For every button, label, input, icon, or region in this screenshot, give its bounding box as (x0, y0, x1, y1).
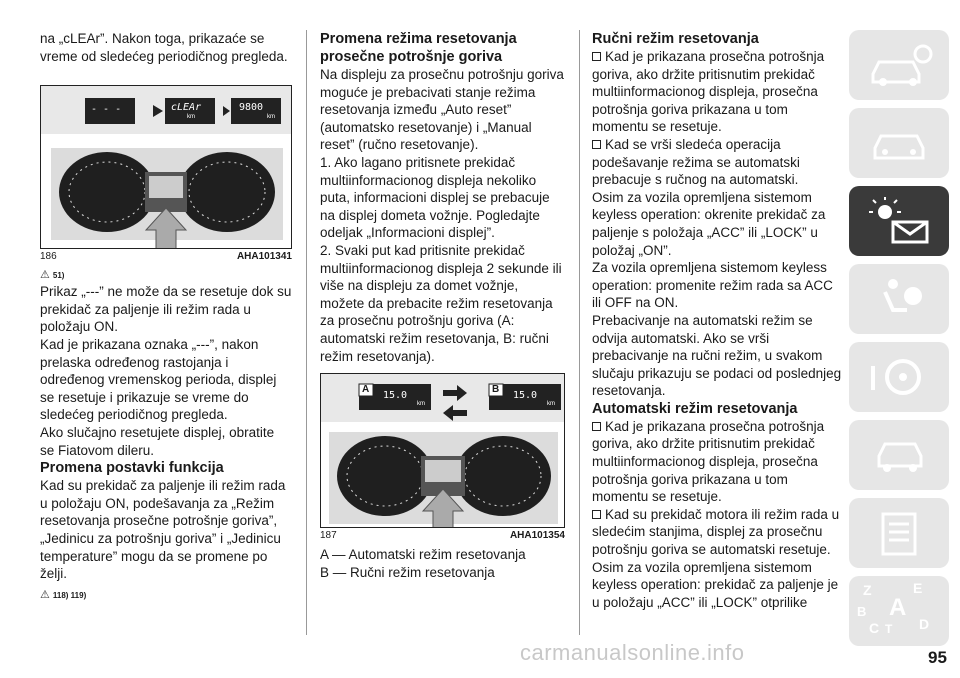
index-letter-c: C (869, 620, 880, 636)
tab-dashboard[interactable] (849, 186, 949, 256)
figure-186 (40, 85, 292, 249)
display-step-1: - - - (91, 104, 122, 116)
tab-emergency[interactable] (849, 420, 949, 490)
figure-186-caption (40, 251, 292, 263)
column-2 (320, 30, 565, 581)
heading-manual-reset: Ručni režim resetovanja (592, 31, 759, 47)
para-1: Prikaz „---” ne može da se resetuje dok su prekidač za paljenje ili režim rada u položaju ON. (40, 284, 292, 335)
car-front-icon (863, 118, 935, 168)
index-letter-a: A (889, 594, 907, 621)
page-number: 95 (928, 648, 947, 667)
tab-vehicle-overview[interactable] (849, 30, 949, 100)
figure-code: AHA101354 (509, 530, 565, 542)
checkbox-bullet-icon (592, 140, 601, 149)
chapter-sidebar (849, 30, 960, 654)
checkbox-bullet-icon (592, 422, 601, 431)
heading-reset-mode: Promena režima resetovanja prosečne potrošnje goriva (320, 31, 517, 65)
index-letter-d: D (919, 616, 930, 632)
caption-a: A — Automatski režim resetovanja (320, 547, 526, 563)
display-b-value: 15.0 (513, 390, 538, 402)
watermark: carmanualsonline.info (520, 640, 745, 665)
intro-text: na „cLEAr”. Nakon toga, prikazaće se vreme od sledećeg periodičnog pregleda. (40, 31, 288, 64)
col3-para-3: Prebacivanje na automatski režim se odvija automatski. Ako se vrši prebacivanje na ručni režim, u svakom slučaju prikazuju se podaci od poslednjeg resetovanja. (592, 312, 842, 399)
warning-icon: ⚠ (40, 588, 50, 601)
tab-vehicle-knowledge[interactable] (849, 108, 949, 178)
tab-index[interactable] (849, 576, 949, 646)
figure-code: AHA101341 (236, 251, 292, 263)
index-letter-e: E (913, 580, 923, 596)
display-a-value: 15.0 (383, 390, 408, 402)
label-a: A (362, 384, 370, 396)
col2-step-1: 1. Ako lagano pritisnete prekidač multiinformacionog displeja nekoliko puta, informacioni displej se prebacuje na displej dometa vožnje. Pogledajte odeljak „Informacioni displej”. (320, 154, 550, 241)
column-1 (40, 30, 292, 603)
figure-number: 186 (40, 251, 57, 263)
col3-para-2: Za vozila opremljena sistemom keyless operation: promenite režim rada sa ACC ili OFF na ON. (592, 260, 833, 311)
caption-b: B — Ručni režim resetovanja (320, 564, 495, 580)
para-4: Kad su prekidač za paljenje ili režim rada u položaju ON, podešavanja za „Režim resetovanja prosečne potrošnje goriva”, „Jedinicu za potrošnju goriva” i „Jedinicu temperature” mogu da se promene po želji. (40, 478, 286, 582)
checkbox-bullet-icon (592, 52, 601, 61)
display-a-unit: km (417, 401, 425, 408)
display-unit-2: km (267, 114, 275, 121)
tab-driving[interactable] (849, 342, 949, 412)
note-ref: 51) (52, 271, 65, 281)
divider-1 (306, 30, 307, 635)
display-b-unit: km (547, 401, 555, 408)
tab-safety[interactable] (849, 264, 949, 334)
tab-maintenance[interactable] (849, 498, 949, 568)
display-step-3: 9800 (239, 102, 264, 114)
col2-para-1: Na displeju za prosečnu potrošnju goriva moguće je prebacivati stanje režima resetovanja između „Auto reset” (automatsko resetovanje) i „Manual reset” (ručno resetovanje). (320, 67, 564, 153)
heading-function-settings: Promena postavki funkcija (40, 460, 224, 477)
index-letter-b: B (857, 604, 867, 619)
col3-para-1: Osim za vozila opremljena sistemom keyless operation: okrenite prekidač za paljenje s položaja „ACC” ili „LOCK” u položaj „ON”. (592, 189, 826, 258)
bullet-1: Kad je prikazana prosečna potrošnja goriva, ako držite pritisnutim prekidač multiinformacionog displeja, prosečna potrošnja goriva prikazana u tom momentu se resetuje. (592, 49, 825, 135)
para-3: Ako slučajno resetujete displej, obratite se Fiatovom dileru. (40, 424, 275, 458)
figure-187 (320, 373, 565, 528)
car-info-icon (863, 40, 935, 90)
index-letter-t: T (885, 622, 893, 636)
bullet-2: Kad se vrši sledeća operacija podešavanje režima se automatski prebacuje s ručnog na automatski. (592, 136, 800, 188)
para-2: Kad je prikazana oznaka „---”, nakon prelaska određenog rastojanja i određenog vremenskog perioda, displej se resetuje i prikazuje se vreme do sledećeg periodičnog pregleda. (40, 336, 277, 423)
heading-auto-reset: Automatski režim resetovanja (592, 400, 798, 417)
index-letter-z: Z (863, 582, 872, 598)
warning-refs: 118) 119) (52, 590, 87, 600)
figure-number: 187 (320, 530, 337, 542)
display-unit-1: km (187, 114, 195, 121)
info-icon: ⚠ (40, 269, 50, 282)
display-step-2: cLEAr (171, 102, 202, 114)
bullet-4: Kad su prekidač motora ili režim rada u sledećim stanjima, displej za prosečnu potrošnju goriva se automatski resetuje. Osim za vozila opremljena sistemom keyless operation: prekidač za paljenje je u položaju „ACC” ili „LOCK” otprilike (592, 506, 840, 610)
bullet-3: Kad je prikazana prosečna potrošnja goriva, ako držite pritisnutim prekidač multiinformacionog displeja, prosečna potrošnja goriva prikazana u tom momentu se resetuje. (592, 418, 825, 505)
steering-wheel-icon (863, 352, 935, 402)
label-b: B (492, 384, 500, 396)
checkbox-bullet-icon (592, 510, 601, 519)
column-3 (592, 30, 844, 611)
divider-2 (579, 30, 580, 635)
light-envelope-icon (863, 196, 935, 246)
col2-step-2: 2. Svaki put kad pritisnite prekidač multiinformacionog displeja 2 sekunde ili više na displeju za domet vožnje, možete da prebacite režim resetovanja za prosečnu potrošnju goriva (A: automatski režim resetovanja, B: ručni režim resetovanja). (320, 242, 562, 364)
airbag-seat-icon (863, 274, 935, 324)
checklist-icon (863, 508, 935, 558)
warning-car-icon (863, 430, 935, 480)
figure-187-caption (320, 530, 565, 542)
